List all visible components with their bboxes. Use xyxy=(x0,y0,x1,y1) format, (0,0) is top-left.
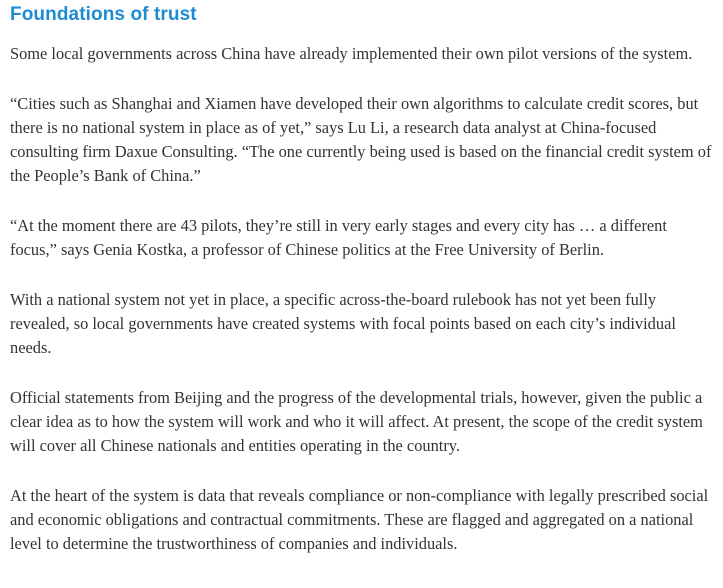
article-paragraph: Some local governments across China have already implemented their own pilot versions of the system. xyxy=(10,44,693,63)
article-paragraph: At the heart of the system is data that reveals compliance or non-compliance with legally prescribed social and economic obligations and contractual commitments. These are flagged and aggregated on a national level to determine the trustworthiness of companies and individuals. xyxy=(10,486,709,553)
article-paragraph: “Cities such as Shanghai and Xiamen have developed their own algorithms to calculate credit scores, but there is no national system in place as of yet,” says Lu Li, a research data analyst at China-focused consulting firm Daxue Consulting. “The one currently being used is based on the financial credit system of the People’s Bank of China.” xyxy=(10,94,712,185)
article-paragraph: “At the moment there are 43 pilots, they’re still in very early stages and every city has … a different focus,” says Genia Kostka, a professor of Chinese politics at the Free University of Berlin. xyxy=(10,216,667,259)
article-paragraph: Official statements from Beijing and the progress of the developmental trials, however, given the public a clear idea as to how the system will work and who it will affect. At present, the scope of the credit system will cover all Chinese nationals and entities operating in the country. xyxy=(10,388,703,455)
article-paragraph: With a national system not yet in place, a specific across-the-board rulebook has not yet been fully revealed, so local governments have created systems with focal points based on each city’s individual needs. xyxy=(10,290,676,357)
article-body xyxy=(10,0,713,556)
section-heading: Foundations of trust xyxy=(10,4,197,25)
